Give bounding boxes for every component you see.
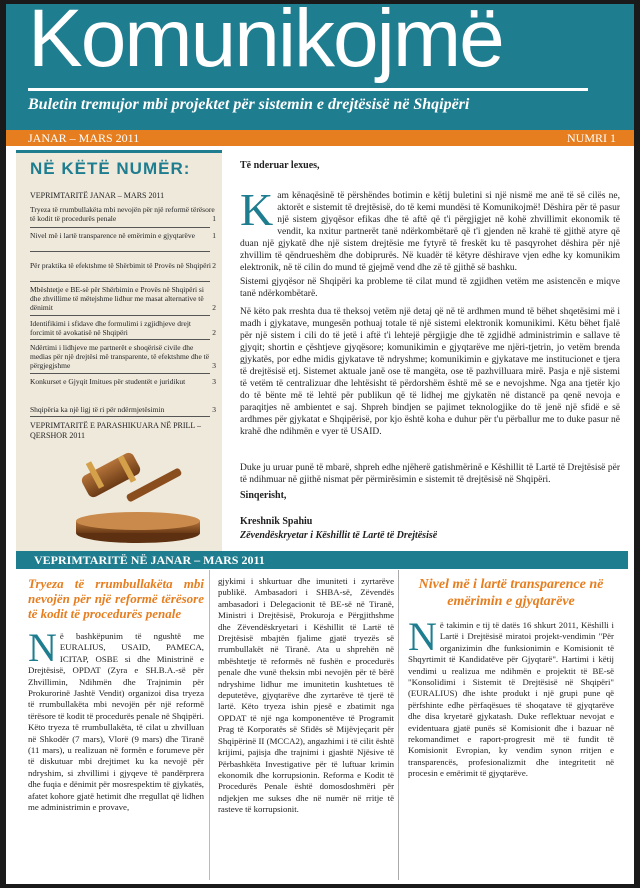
- toc-divider: [30, 227, 210, 228]
- article-roundtables-continued: [218, 576, 394, 816]
- toc-item-page: 2: [212, 303, 216, 312]
- article-transparency: [408, 576, 614, 780]
- toc-item-page: 3: [212, 405, 216, 414]
- masthead-subtitle: Buletin tremujor mbi projektet për sistemin e drejtësisë në Shqipëri: [28, 96, 470, 113]
- toc-item-text: Tryeza të rrumbullakëta mbi nevojën për një reformë tërësore të kodit të procedurës penale: [30, 205, 215, 223]
- issue-bar: [6, 130, 634, 146]
- toc-item[interactable]: [30, 261, 216, 270]
- toc-item[interactable]: [30, 285, 216, 312]
- drop-cap: N: [28, 625, 57, 670]
- newsletter-page: [6, 4, 634, 884]
- author-role: Zëvendëskryetar i Këshillit të Lartë të Drejtësisë: [240, 530, 438, 541]
- article-body: [28, 625, 204, 814]
- toc-divider: [30, 373, 210, 374]
- toc-divider: [30, 281, 210, 282]
- letter-paragraph-text: am kënaqësinë të përshëndes botimin e këtij buletini si një nismë me anë të së cilës ne, aktorët e sistemit të drejtësisë, do të kemi mundësi të Komunikojmë! Dëshira për të pasur një sistem gjyqësor efikas dhe të aftë që t'i përgjigjet në kohë zhvillimit ekonomik të vendit, ka nxitur partnerët tanë ndërkombëtarë që t'i gjenden në krahë të gjithë atyre që duan një gjykatë dhe një sistem drejtësie me fytyrë të freskët ku të pasqyrohet dëshira për një zhvillim të qëndrueshëm dhe dobiprurës. Në kuadër të këtyre dëshirave vjen edhe ky komunikim elektronik, në të cilin do mund të gjejmë vend dhe zë të gjithë së bashku.: [240, 191, 620, 273]
- toc-item-text: Konkurset e Gjyqit Imitues për studentët e juridikut: [30, 377, 186, 386]
- letter-greeting: Të nderuar lexues,: [240, 160, 320, 171]
- letter-paragraph: Duke ju uruar punë të mbarë, shpreh edhe njëherë gatishmërinë e Këshillit të Lartë të Drejtësisë për të ndihmuar në gjithë nismat për përmirësimin e sistemit të drejtësisë në Shqipëri.: [240, 463, 620, 485]
- article-body-text: ë takimin e tij të datës 16 shkurt 2011, Këshilli i Lartë i Drejtësisë miratoi projekt-vendimin "Për organizimin dhe funksionimin e Komisionit të Shqyrtimit të Kandidatëve për Gjyqtarë". Hartimi i këtij vendimi u realizua me ndihmën e projektit të BE-së "Konsolidimi i Sistemit të Drejtësisë në Shqipëri" (EURALIUS) dhe ishte produkt i një grupi pune që përfshinte edhe përfaqësues të shoqatave të gjyqtarëve dhe disa kryetarë gjykatash. Duke reflektuar nevojat e evidentuara gjatë punës së Komisionit dhe i bazuar në rekomandimet e raport-progresit më të fundit të Komisionit Evropian, ky vendim synon rritjen e transparencës, profesionalizmit dhe integritetit në procesin e emërimit të gjyqtarëve.: [408, 620, 614, 779]
- contents-sidebar: [16, 150, 222, 551]
- article-roundtables: [28, 576, 204, 814]
- toc-item[interactable]: [30, 319, 216, 337]
- toc-divider: [30, 251, 210, 252]
- contents-section-current: VEPRIMTARITË JANAR – MARS 2011: [30, 191, 165, 200]
- letter-paragraph: [240, 184, 620, 274]
- toc-item-text: Identifikimi i sfidave dhe formulimi i zgjidhjeve drejt forcimit të avokatisë në Shqipëri: [30, 319, 192, 337]
- article-body-text: gjykimi i shkurtuar dhe imuniteti i zyrtarëve publikë. Ambasadori i SHBA-së, Zëvendës ambasadori i Delegacionit të BE-së në Tiranë, Ministri i Drejtësisë, Prokuroja e Përgjithshme dhe Zëvendëskryetari i Këshillit të Lartë të Drejtësisë mbajtën fjalime gjatë tryezës së rrumbullakët në Tiranë. Ata u shprehën në mbështetje të reformës në fushën e procedurës penale dhe vunë theksin mbi nevojën për të bërë ndryshime lidhur me imunitetin kushtetues të deputetëve, gjyqtarëve dhe zyrtarëve të tjerë të lartë. Këto tryeza ishin pjesë e zbatimit nga OPDAT të një nga komponentëve të Programit Prag të Korporatës së Sfidës së Mijëvjeçarit për Shqipërinë II (MCCA2), angazhimi i të cilit është krijimi, pajisja dhe trajnimi i gjashtë Njësive të Përbashkëta Investigative për të luftuar krimin ekonomik dhe korrupsionin. Reforma e Kodit të Procedurës Penale është domosdoshmëri për ndjekjen me sukses dhe në numër në rritje të rasteve të korrupsionit.: [218, 576, 394, 815]
- toc-item[interactable]: [30, 231, 216, 240]
- toc-divider: [30, 315, 210, 316]
- toc-item-page: 3: [212, 377, 216, 386]
- article-body-text: ë bashkëpunim të ngushtë me EURALIUS, USAID, PAMECA, ICITAP, OSBE si dhe Ministrinë e Drejtësisë, OPDAT (Zyra e SH.B.A.-së për Zhvillimin, Ndihmën dhe Trajnimin për Prokurorinë Jashtë Vendit) organizoi disa tryeza të rrumbullakëta mbi nevojën për një reformë tërësore të kodit të procedurës penale në Shqipëri. Këto tryeza të rrumbullakëta, të cilat u zhvilluan në Shkodër (7 mars), Vlorë (9 mars) dhe Tiranë (11 mars), u realizuan në formën e forumeve për të diskutuar mbi drejtimet ku ka nevojë për ndryshim, si zhvillimi i gjyqeve të pandërprera dhe fuqia e dënimit për mosrespektim të gjykatës, afatet kohore gjatë hetimit dhe rregullat që lidhen me administrimin e provave,: [28, 631, 204, 813]
- issue-date: JANAR – MARS 2011: [28, 131, 140, 145]
- toc-item[interactable]: [30, 377, 216, 386]
- masthead-rule: [28, 88, 588, 91]
- letter-closing: Sinqerisht,: [240, 490, 287, 501]
- letter-paragraph: Në këto pak rreshta dua të theksoj vetëm një detaj që në të ardhmen mund të bëhet shqetësimi më i madh i gjykatave, mungesën pothuaj totale të një sistemi elektronik komunikimi. Këtu bëhet fjalë për një sistem i cili do të jetë i aftë t'i lehtejë përgjigje dhe të zgjidhë administrimin e sallave të gjyqit; shortin e çështjeve gjyqësore; komunikimin e gjyqtarëve me njëri-tjetrin, jo vetëm brenda gjykatës, por edhe midis gjykatave të ndryshme; komunikimin e gjykatave me institucionet e tjera të drejtësisë etj. Sistemet aktuale janë ose të mangëta, ose të pazhvilluara mirë. Pasja e një sistemi të vetëm të centralizuar dhe lehtësisht të përdorshëm është më se e nevojshme. Nga ana tjetër kjo do të bënte më të lehtë për publikun që të lidhej me gjykatën në distancë pa qenë nevoja e paraqitjes në ambientet e saj. Shpreh bindjen se pajimet teknologjike do të jenë një sfidë e së ardhmes për gjykatat e Shqipërisë, por kjo është koha e duhur për t'u përballur me to duke pasur në krahë dhe ndihmën e vyer të USAID.: [240, 307, 620, 437]
- toc-item-text: Nivel më i lartë transparence në emërimin e gjyqtarëve: [30, 231, 195, 240]
- toc-item-text: Mbështetje e BE-së për Shërbimin e Provës në Shqipëri si dhe zhvillime të mëtejshme lidhur me masat alternative të dënimit: [30, 285, 204, 312]
- author-name: Kreshnik Spahiu: [240, 516, 313, 527]
- toc-item-page: 2: [212, 328, 216, 337]
- masthead-title: Komunikojmë: [28, 4, 503, 84]
- article-body: [408, 614, 614, 780]
- masthead: [6, 4, 634, 130]
- column-divider: [209, 570, 210, 880]
- toc-item-page: 1: [212, 231, 216, 240]
- toc-item-text: Shqipëria ka një ligj të ri për ndërmjetësimin: [30, 405, 165, 414]
- drop-cap: K: [240, 184, 274, 235]
- toc-item-page: 2: [212, 261, 216, 270]
- toc-divider: [30, 339, 210, 340]
- gavel-illustration: [38, 443, 214, 547]
- toc-item[interactable]: [30, 405, 216, 414]
- toc-divider: [30, 416, 210, 417]
- letter-paragraph: Sistemi gjyqësor në Shqipëri ka probleme të cilat mund të zgjidhen vetëm me asistencën e miqve tanë ndërkombëtarë.: [240, 277, 620, 299]
- section-header: [16, 551, 628, 569]
- drop-cap: N: [408, 614, 437, 659]
- toc-item[interactable]: [30, 205, 216, 223]
- toc-item-page: 1: [212, 214, 216, 223]
- toc-item-text: Ndërtimi i lidhjeve me partnerët e shoqërisë civile dhe medias për një drejtësi më transparente, të efektshme dhe të përgjegjshme: [30, 343, 210, 370]
- article-title: Tryeza të rrumbullakëta mbi nevojën për një reformë tërësore të kodit të procedurës penale: [28, 576, 204, 621]
- section-title: VEPRIMTARITË NË JANAR – MARS 2011: [34, 553, 265, 567]
- toc-item[interactable]: [30, 343, 216, 370]
- contents-heading: NË KËTË NUMËR:: [30, 159, 191, 178]
- toc-item-page: 3: [212, 361, 216, 370]
- issue-number: NUMRI 1: [566, 131, 616, 145]
- article-title: Nivel më i lartë transparence në emërimin e gjyqtarëve: [418, 577, 604, 609]
- toc-item-text: Për praktika të efektshme të Shërbimit të Provës në Shqipëri: [30, 261, 211, 270]
- contents-section-upcoming: VEPRIMTARITË E PARASHIKUARA NË PRILL – QERSHOR 2011: [30, 421, 201, 440]
